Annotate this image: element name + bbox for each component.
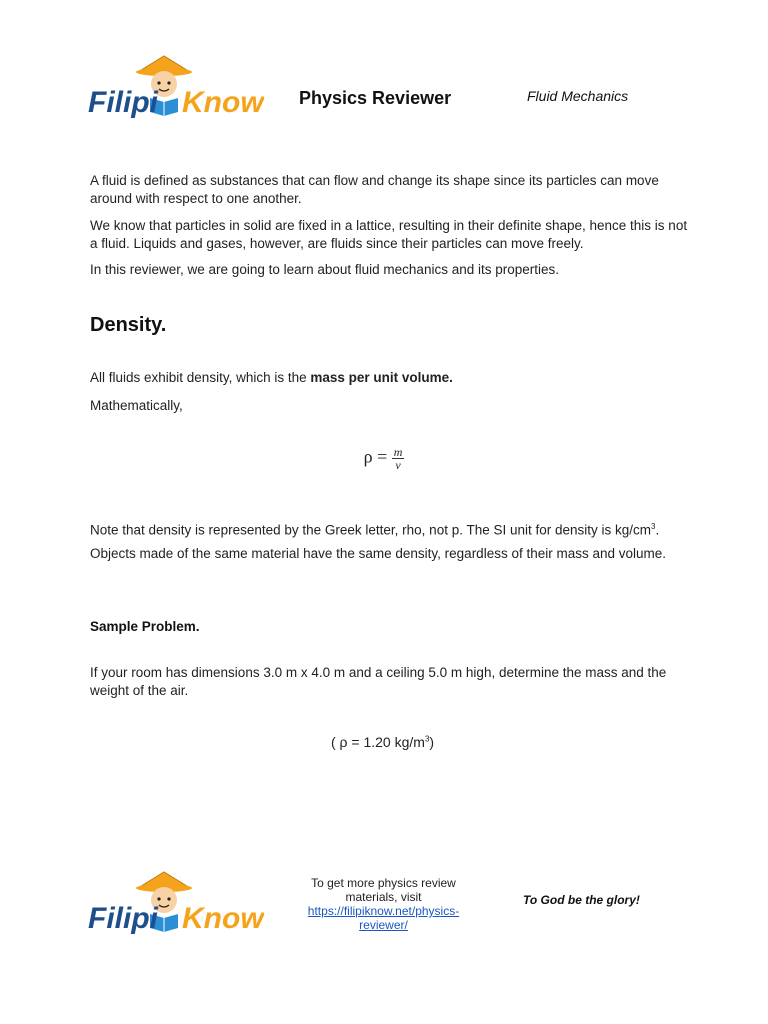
density-definition [90,369,690,387]
footer-note-text: To get more physics review materials, visit [311,876,456,904]
footer-logo-graphic [86,866,264,958]
formula-lhs: ρ = [363,446,388,467]
density-note-superscript: 3 [651,522,656,531]
section-heading-density: Density. [90,314,167,336]
density-note-text: Note that density is represented by the Greek letter, rho, not p. The SI unit for density is kg/cm [90,522,652,538]
sample-problem-heading: Sample Problem. [90,619,200,634]
svg-text:Know: Know [182,902,264,935]
density-definition-bold: mass per unit volume. [310,370,453,385]
svg-text:Filipi: Filipi [88,902,158,935]
given-density-close: ) [429,734,435,750]
filipiknow-logo [86,50,264,142]
density-formula [0,446,768,471]
document-topic: Fluid Mechanics [527,88,629,104]
svg-text:Know: Know [182,86,264,119]
density-note [90,518,690,540]
density-note-end: . [655,522,660,538]
same-material-paragraph: Objects made of the same material have the same density, regardless of their mass and volume. [90,546,667,561]
logo-graphic [86,50,264,142]
intro-paragraph-1: A fluid is defined as substances that can flow and change its shape since its particles can move around with respect to one another. [90,173,659,206]
sample-problem-text: If your room has dimensions 3.0 m x 4.0 m and a ceiling 5.0 m high, determine the mass and the weight of the air. [90,665,667,698]
formula-numerator: m [393,445,403,459]
footer-filipiknow-logo [86,866,264,958]
density-definition-text: All fluids exhibit density, which is the [90,370,311,385]
math-intro: Mathematically, [90,398,183,413]
intro-paragraph-2: We know that particles in solid are fixed in a lattice, resulting in their definite shape, hence this is not a fluid. Liquids and gases, however, are fluids since their particles can move freely. [90,218,688,251]
formula-denominator: v [395,458,401,472]
given-density-text: ( ρ = 1.20 kg/m [331,734,425,750]
physics-reviewer-link[interactable]: https://filipiknow.net/physics-reviewer/ [307,904,460,932]
formula-fraction [392,446,405,471]
footer-note [296,876,471,932]
given-density-superscript: 3 [424,734,430,744]
intro-paragraph-3: In this reviewer, we are going to learn about fluid mechanics and its properties. [90,262,560,277]
document-title: Physics Reviewer [299,88,452,108]
given-density [331,734,434,750]
closing-line: To God be the glory! [523,893,640,907]
svg-text:Filipi: Filipi [88,86,158,119]
